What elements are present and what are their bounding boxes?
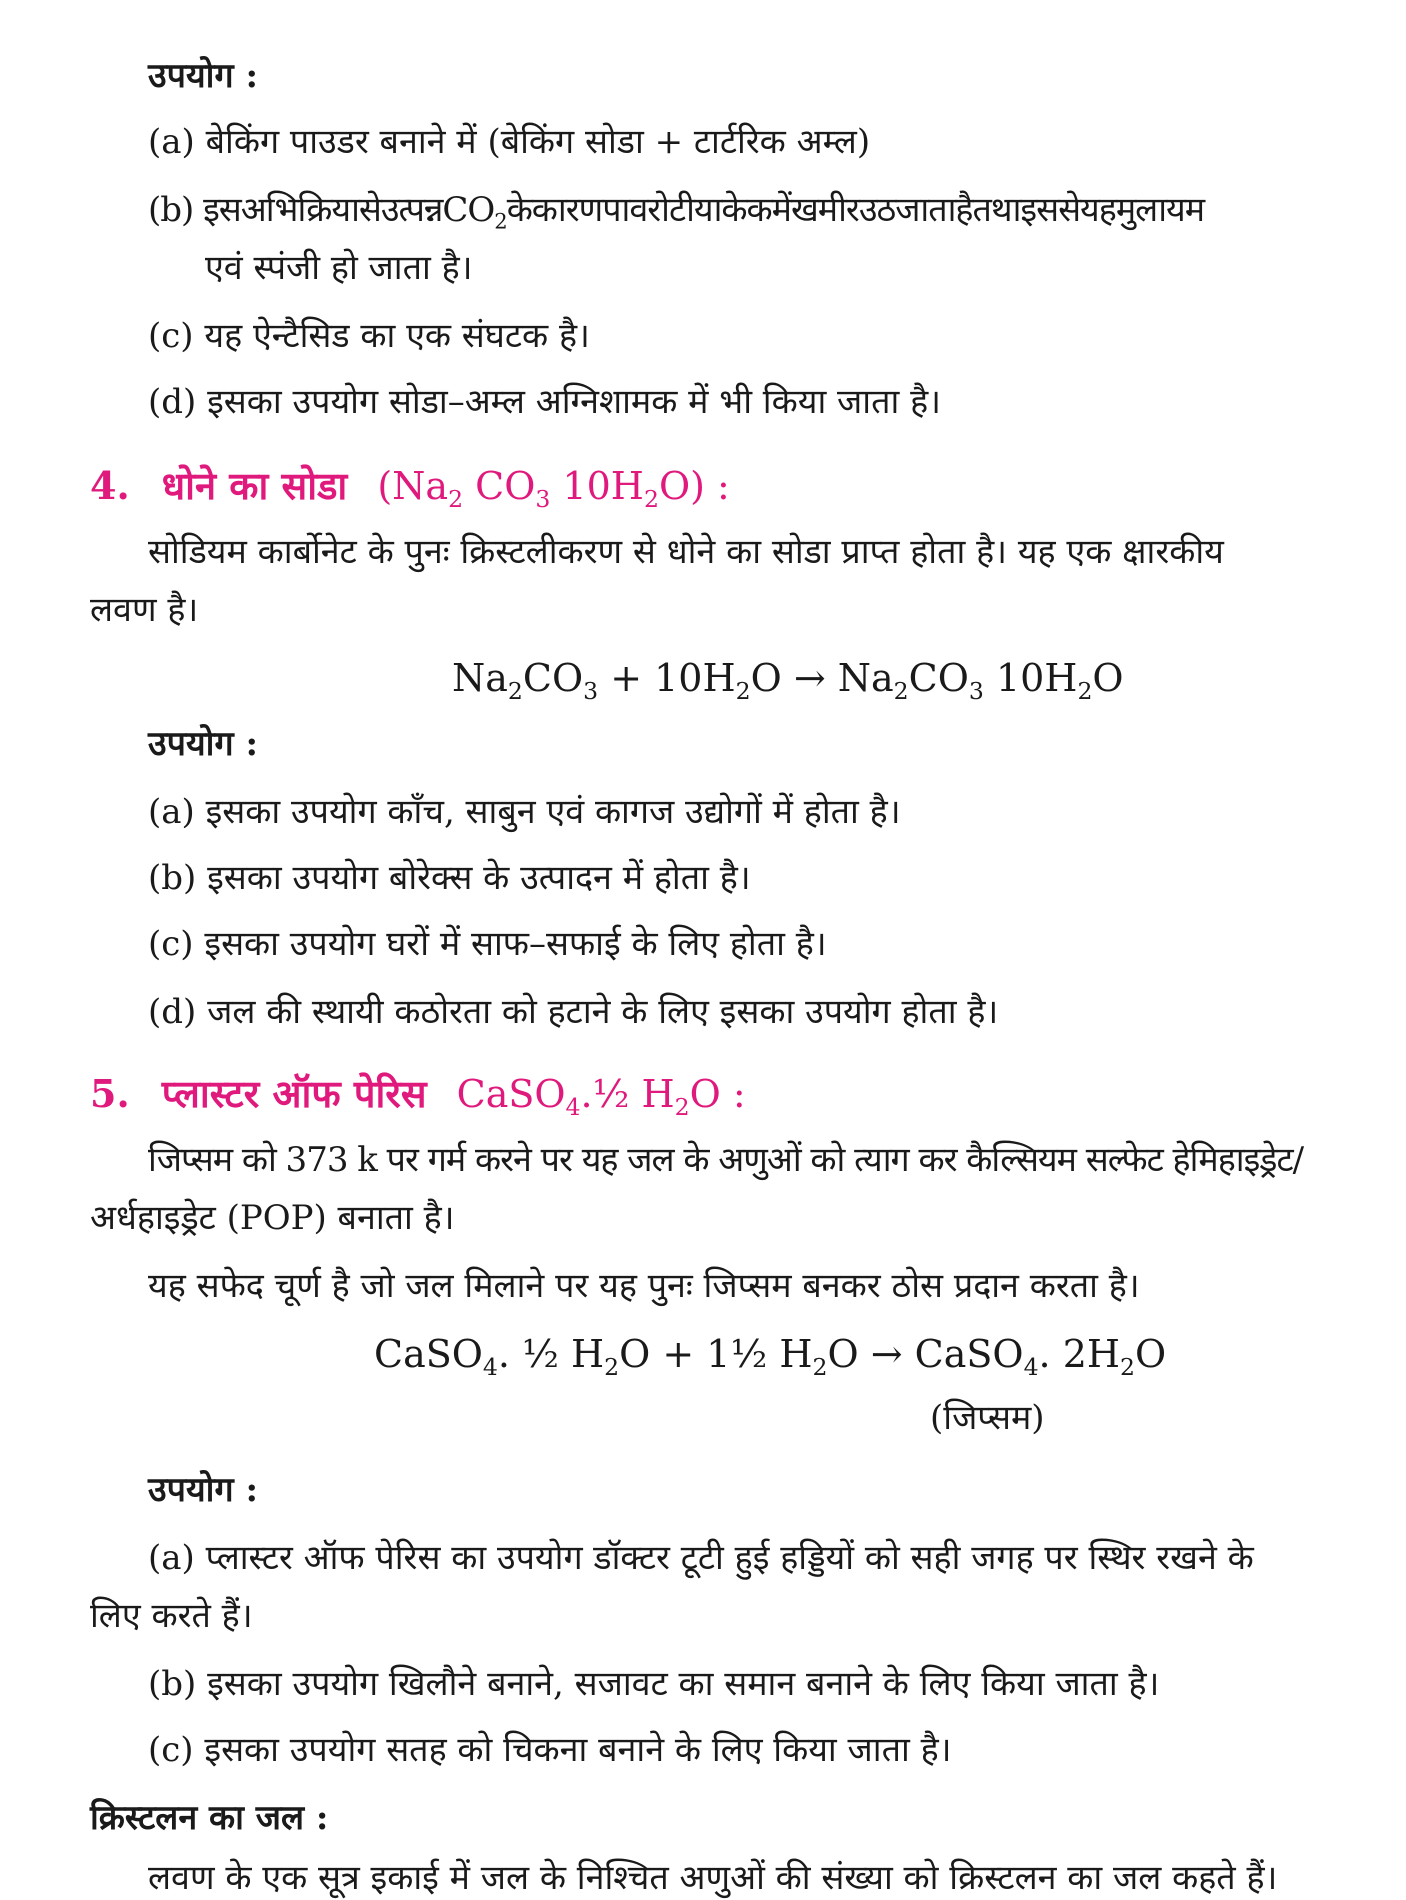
use-item-a-continued: लिए करते हैं। xyxy=(90,1596,253,1636)
crystal-water-heading: क्रिस्टलन का जल : xyxy=(90,1798,329,1838)
usage-heading: उपयोग : xyxy=(148,724,258,764)
use-item-d: (d) जल की स्थायी कठोरता को हटाने के लिए इसका उपयोग होता है। xyxy=(148,992,999,1032)
section-formula: ($Na_2$ $CO_3$ $10H_2O$) : xyxy=(377,464,730,514)
use-item-c: (c) यह ऐन्टैसिड का एक संघटक है। xyxy=(148,316,590,356)
section-4-equation: $Na_2CO_3 + 10H_2O \to Na_2CO_3$ $10H_2O$ xyxy=(452,656,1124,706)
section-title: धोने का सोडा xyxy=(161,463,348,508)
section-4-intro: सोडियम कार्बोनेट के पुनः क्रिस्टलीकरण से धोने का सोडा प्राप्त होता है। यह एक क्षारकीय xyxy=(148,532,1224,572)
section-number: 4. xyxy=(90,463,130,508)
usage-heading: उपयोग : xyxy=(148,56,258,96)
section-5-intro-continued: अर्धहाइड्रेट (POP) बनाता है। xyxy=(90,1198,455,1238)
section-5-intro: जिप्सम को 373 k पर गर्म करने पर यह जल के अणुओं को त्याग कर कैल्सियम सल्फेट हेमिहाइड्रेट/ xyxy=(148,1140,1304,1180)
section-4-heading xyxy=(90,462,730,514)
section-5-equation: CaSO$_4$. ½ $H_2O$ + 1½ $H_2O$ → CaSO$_4$. $2H_2O$ xyxy=(374,1332,1167,1382)
section-title: प्लास्टर ऑफ पेरिस xyxy=(161,1071,427,1116)
use-item-a: (a) बेकिंग पाउडर बनाने में (बेकिंग सोडा + टार्टरिक अम्ल) xyxy=(148,122,871,162)
use-item-b: (b) इसका उपयोग बोरेक्स के उत्पादन में होता है। xyxy=(148,858,751,898)
section-number: 5. xyxy=(90,1071,130,1116)
section-5-description: यह सफेद चूर्ण है जो जल मिलाने पर यह पुनः जिप्सम बनकर ठोस प्रदान करता है। xyxy=(148,1266,1140,1306)
use-item-a: (a) प्लास्टर ऑफ पेरिस का उपयोग डॉक्टर टूटी हुई हड्डियों को सही जगह पर स्थिर रखने के xyxy=(148,1538,1254,1578)
use-item-a: (a) इसका उपयोग काँच, साबुन एवं कागज उद्योगों में होता है। xyxy=(148,792,901,832)
use-item-c: (c) इसका उपयोग सतह को चिकना बनाने के लिए किया जाता है। xyxy=(148,1730,952,1770)
equation-label: (जिप्सम) xyxy=(930,1398,1045,1438)
use-item-b: (b) इसका उपयोग खिलौने बनाने, सजावट का समान बनाने के लिए किया जाता है। xyxy=(148,1664,1160,1704)
use-item-c: (c) इसका उपयोग घरों में साफ–सफाई के लिए होता है। xyxy=(148,924,827,964)
usage-heading: उपयोग : xyxy=(148,1470,258,1510)
use-item-d: (d) इसका उपयोग सोडा–अम्ल अग्निशामक में भी किया जाता है। xyxy=(148,382,942,422)
use-item-b-continued: एवं स्पंजी हो जाता है। xyxy=(205,248,473,288)
use-item-b: (b) इसअभिक्रियासेउत्पन्नCO$_2$केकारणपावरोटीयाकेकमेंखमीरउठजाताहैतथाइससेयहमुलायम xyxy=(148,190,1205,234)
section-5-heading xyxy=(90,1070,746,1122)
crystal-water-definition: लवण के एक सूत्र इकाई में जल के निश्चित अणुओं की संख्या को क्रिस्टलन का जल कहते हैं। xyxy=(148,1858,1278,1898)
section-formula: CaSO$_4$.½ $H_2O$ : xyxy=(456,1072,746,1122)
section-4-intro-continued: लवण है। xyxy=(90,590,199,630)
